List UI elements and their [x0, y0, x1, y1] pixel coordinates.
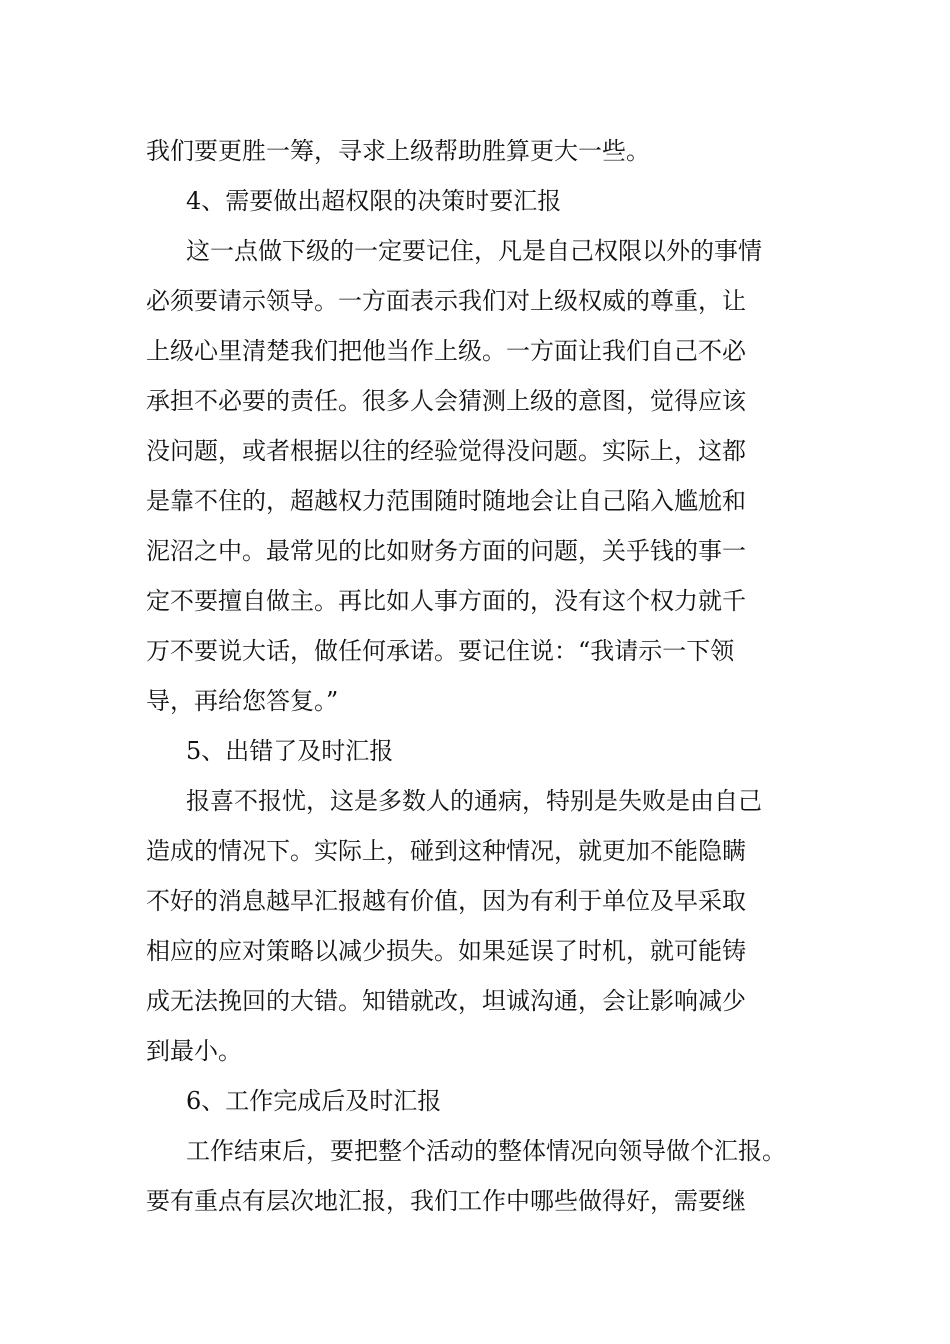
section-heading-6: 6、工作完成后及时汇报	[186, 1087, 442, 1115]
paragraph-line: 必须要请示领导。一方面表示我们对上级权威的尊重，让	[146, 287, 746, 315]
paragraph-line: 成无法挽回的大错。知错就改，坦诚沟通，会让影响减少	[146, 987, 746, 1015]
paragraph-line: 万不要说大话，做任何承诺。要记住说：“我请示一下领	[146, 637, 735, 665]
paragraph-line: 要有重点有层次地汇报，我们工作中哪些做得好，需要继	[146, 1187, 746, 1215]
paragraph-line: 没问题，或者根据以往的经验觉得没问题。实际上，这都	[146, 437, 746, 465]
paragraph-line: 相应的应对策略以减少损失。如果延误了时机，就可能铸	[146, 937, 746, 965]
paragraph-line: 造成的情况下。实际上，碰到这种情况，就更加不能隐瞒	[146, 837, 746, 865]
paragraph-line: 报喜不报忧，这是多数人的通病，特别是失败是由自己	[186, 787, 762, 815]
paragraph-line: 我们要更胜一筹，寻求上级帮助胜算更大一些。	[146, 137, 650, 165]
paragraph-line: 是靠不住的，超越权力范围随时随地会让自己陷入尴尬和	[146, 487, 746, 515]
paragraph-line: 定不要擅自做主。再比如人事方面的，没有这个权力就千	[146, 587, 746, 615]
paragraph-line: 导，再给您答复。”	[146, 687, 339, 715]
paragraph-line: 泥沼之中。最常见的比如财务方面的问题，关乎钱的事一	[146, 537, 746, 565]
paragraph-line: 承担不必要的责任。很多人会猜测上级的意图，觉得应该	[146, 387, 746, 415]
section-heading-4: 4、需要做出超权限的决策时要汇报	[186, 187, 562, 215]
paragraph-line: 工作结束后，要把整个活动的整体情况向领导做个汇报。	[186, 1137, 786, 1165]
paragraph-line: 上级心里清楚我们把他当作上级。一方面让我们自己不必	[146, 337, 746, 365]
paragraph-line: 不好的消息越早汇报越有价值，因为有利于单位及早采取	[146, 887, 746, 915]
section-heading-5: 5、出错了及时汇报	[186, 737, 394, 765]
paragraph-line: 这一点做下级的一定要记住，凡是自己权限以外的事情	[186, 237, 762, 265]
paragraph-line: 到最小。	[146, 1037, 242, 1065]
